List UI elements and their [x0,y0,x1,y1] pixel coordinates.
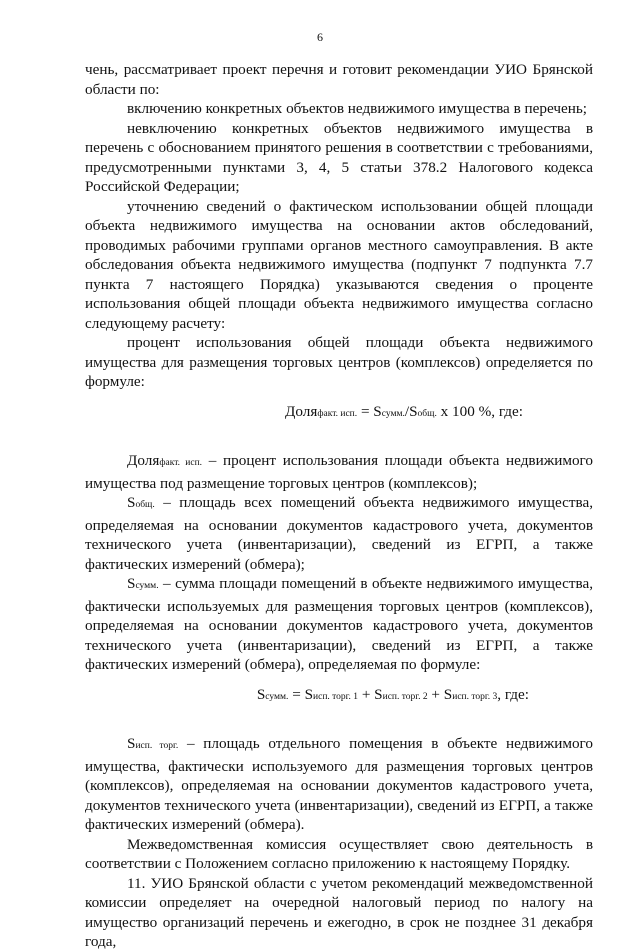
paragraph: невключению конкретных объектов недвижимого имущества в перечень с обоснованием принятого решения в соответствии с требованиями, предусмотренными пунктами 3, 4, 5 статьи 378.2 Налогового кодекса Российской Федерации; [85,119,593,195]
paragraph: процент использования общей площади объекта недвижимого имущества для размещения торговых центров (комплексов) определяется по формуле: [85,334,593,390]
definition-sum-area: Sсумм. – сумма площади помещений в объекте недвижимого имущества, фактически используемых для размещения торговых центров (комплексов), определяемая на основании документов кадастрового учета, документов технического учета (инвентаризации), сведений из ЕГРП, а также фактических измерений (обмера), определяемая по формуле: [85,575,593,673]
document-body [85,60,593,952]
definition-share: Доляфакт. исп. – процент использования площади объекта недвижимого имущества под размещение торговых центров (комплексов); [85,452,593,492]
paragraph: включению конкретных объектов недвижимого имущества в перечень; [127,100,588,117]
paragraph: Межведомственная комиссия осуществляет свою деятельность в соответствии с Положением согласно приложению к настоящему Порядку. [85,835,593,872]
definition-trade-area: Sисп. торг. – площадь отдельного помещения в объекте недвижимого имущества, фактически используемого для размещения торговых центров (комплексов), определяемая на основании документов кадастрового учета, документов технического учета (инвентаризации), сведений из ЕГРП, а также фактических измерений (обмера). [85,735,593,833]
formula-share: Доляфакт. исп. = Sсумм./Sобщ. х 100 %, где: [285,402,523,420]
paragraph: уточнению сведений о фактическом использовании общей площади объекта недвижимого имущества на основании актов обследований, проводимых рабочими группами органов местного самоуправления. В акте обследования объекта недвижимого имущества (подпункт 7 подпункта 7.7 пункта 7 настоящего Порядка) указываются сведения о проценте использования общей площади объекта недвижимого имущества согласно следующему расчету: [85,197,593,332]
definition-total-area: Sобщ. – площадь всех помещений объекта недвижимого имущества, определяемая на основании документов кадастрового учета, документов технического учета (инвентаризации), сведений из ЕГРП, а также фактических измерений (обмера); [85,494,593,573]
paragraph: 11. УИО Брянской области с учетом рекомендаций межведомственной комиссии определяет на очередной налоговый период по налогу на имущество организаций перечень и ежегодно, в срок не позднее 31 декабря года, [85,874,593,950]
formula-sum: Sсумм. = Sисп. торг. 1 + Sисп. торг. 2 + Sисп. торг. 3, где: [256,685,529,703]
paragraph: чень, рассматривает проект перечня и готовит рекомендации УИО Брянской области по: [85,61,593,98]
page-number: 6 [317,30,323,44]
